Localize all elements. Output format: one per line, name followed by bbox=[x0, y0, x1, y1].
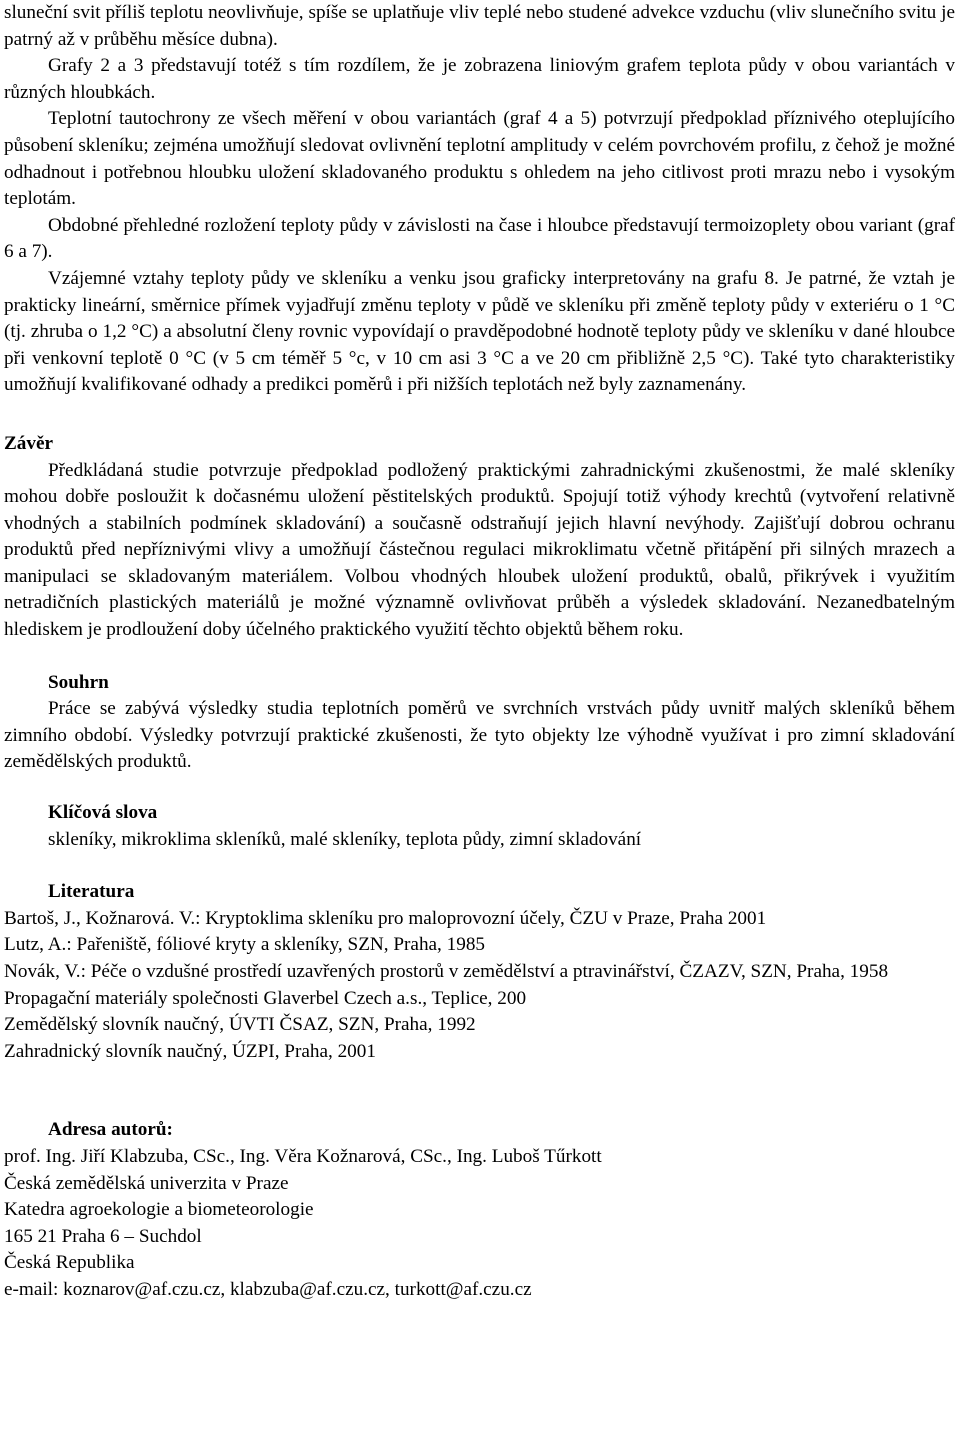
address-email: e-mail: koznarov@af.czu.cz, klabzuba@af.czu.cz, turkott@af.czu.cz bbox=[4, 1278, 532, 1300]
reference-item: Novák, V.: Péče o vzdušné prostředí uzavřených prostorů v zemědělství a ptravinářství, ČZAZV, SZN, Praha, 1958 bbox=[4, 961, 889, 982]
document-page bbox=[4, 0, 955, 1304]
section-heading-adresa: Adresa autorů: bbox=[48, 1119, 173, 1141]
section-heading-souhrn: Souhrn bbox=[48, 671, 109, 693]
section-heading-zaver: Závěr bbox=[4, 432, 54, 454]
zaver-paragraph: Předkládaná studie potvrzuje předpoklad podložený praktickými zahradnickými zkušenostmi, že malé skleníky mohou dobře posloužit k dočasnému uložení pěstitelských produktů. Spojují totiž výhody krechtů (vytvoření relativně vhodných a stabilních podmínek skladování) a současně odstraňují jejich hlavní nevýhody. Zajišťují dobrou ochranu produktů před nepříznivými vlivy a umožňují částečnou regulaci mikroklimatu včetně přitápění při silných mrazech a manipulaci se skladovaným materiálem. Volbou vhodných hloubek uložení produktů, obalů, přikrývek i využitím netradičních plastických materiálů je možné významně ovlivňovat průběh a výsledek skladování. Nezanedbatelným hlediskem je prodloužení doby účelného praktického využití těchto objektů během roku. bbox=[4, 459, 955, 641]
reference-list bbox=[4, 906, 955, 1066]
reference-item: Bartoš, J., Kožnarová. V.: Kryptoklima skleníku pro maloprovozní účely, ČZU v Praze, Praha 2001 bbox=[4, 907, 767, 929]
reference-item: Zahradnický slovník naučný, ÚZPI, Praha, 2001 bbox=[4, 1040, 376, 1062]
souhrn-paragraph: Práce se zabývá výsledky studia teplotních poměrů ve svrchních vrstvách půdy uvnitř malých skleníků během zimního období. Výsledky potvrzují praktické zkušenosti, že tyto objekty lze výhodně využívat i pro zimní skladování zemědělských produktů. bbox=[4, 698, 955, 773]
address-department: Katedra agroekologie a biometeorologie bbox=[4, 1199, 314, 1221]
address-postal: 165 21 Praha 6 – Suchdol bbox=[4, 1225, 202, 1247]
reference-item: Lutz, A.: Pařeniště, fóliové kryty a skleníky, SZN, Praha, 1985 bbox=[4, 934, 486, 956]
intro-paragraph-termoizoplety: Obdobné přehledné rozložení teploty půdy v závislosti na čase i hloubce představují termoizoplety obou variant (graf 6 a 7). bbox=[4, 214, 955, 263]
section-heading-literatura: Literatura bbox=[48, 881, 135, 903]
intro-paragraph-tautochrony: Teplotní tautochrony ze všech měření v obou variantách (graf 4 a 5) potvrzují předpoklad příznivého oteplujícího působení skleníku; zejména umožňují sledovat ovlivnění teplotní amplitudy v celém povrchovém profilu, z čehož je možné odhadnout i potřebnou hloubku uložení skladovaného produktu s ohledem na jeho citlivost proti mrazu nebo i vysokým teplotám. bbox=[4, 108, 955, 210]
intro-paragraph-graph-8: Vzájemné vztahy teploty půdy ve skleníku a venku jsou graficky interpretovány na grafu 8. Je patrné, že vztah je prakticky lineární, směrnice přímek vyjadřují změnu teploty v půdě ve skleníku při změně teploty půdy v exteriéru o 1 °C (tj. zhruba o 1,2 °C) a absolutní členy rovnic vypovídají o pravděpodobné hodnotě teploty půdy ve skleníku v dané hloubce při venkovní teplotě 0 °C (v 5 cm téměř 5 °c, v 10 cm asi 3 °C a ve 20 cm přibližně 2,5 °C). Také tyto charakteristiky umožňují kvalifikované odhady a predikci poměrů i při nižších teplotách než byly zaznamenány. bbox=[4, 267, 955, 396]
address-country: Česká Republika bbox=[4, 1252, 135, 1274]
keywords-text: skleníky, mikroklima skleníků, malé skleníky, teplota půdy, zimní skladování bbox=[48, 828, 642, 850]
author-address bbox=[4, 1144, 955, 1304]
intro-paragraph-continued: sluneční svit příliš teplotu neovlivňuje, spíše se uplatňuje vliv teplé nebo studené advekce vzduchu (vliv slunečního svitu je patrný až v průběhu měsíce dubna). bbox=[4, 2, 955, 50]
address-authors: prof. Ing. Jiří Klabzuba, CSc., Ing. Věra Kožnarová, CSc., Ing. Luboš Tűrkott bbox=[4, 1145, 602, 1167]
intro-paragraph-graphs-2-3: Grafy 2 a 3 představují totéž s tím rozdílem, že je zobrazena liniovým grafem teplota půdy v obou variantách v různých hloubkách. bbox=[4, 55, 955, 103]
reference-item: Zemědělský slovník naučný, ÚVTI ČSAZ, SZN, Praha, 1992 bbox=[4, 1014, 476, 1036]
section-heading-keywords: Klíčová slova bbox=[48, 802, 158, 824]
address-university: Česká zemědělská univerzita v Praze bbox=[4, 1172, 289, 1194]
reference-item: Propagační materiály společnosti Glaverbel Czech a.s., Teplice, 200 bbox=[4, 987, 527, 1009]
